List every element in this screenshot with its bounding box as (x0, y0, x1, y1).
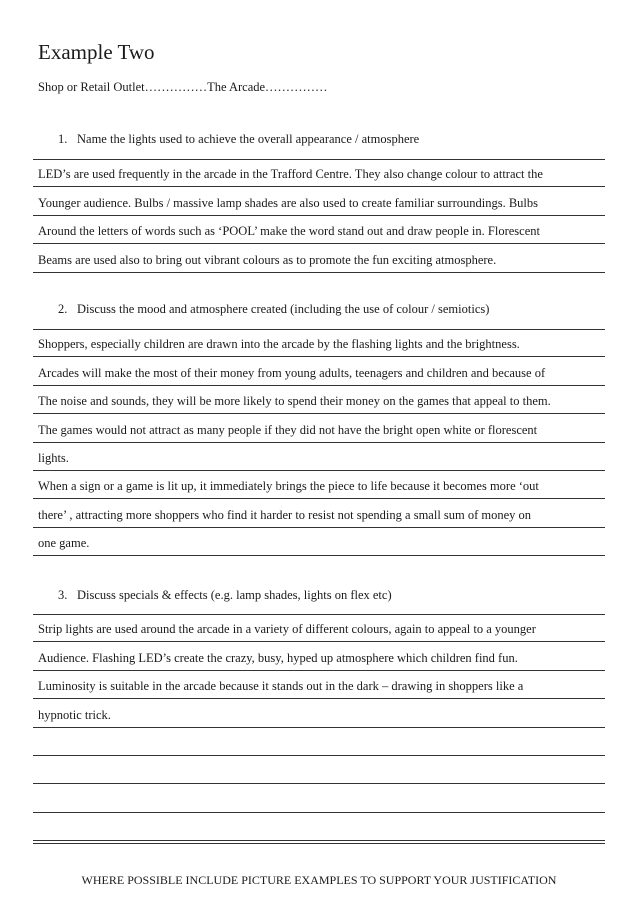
answer-line-text: The noise and sounds, they will be more likely to spend their money on the games that appeal to them. (38, 394, 551, 409)
answer-line-text: hypnotic trick. (38, 707, 111, 722)
answer-line (33, 357, 605, 385)
page-title: Example Two (38, 40, 155, 64)
answer-line-text: Beams are used also to bring out vibrant colours as to promote the fun exciting atmosphere. (38, 252, 497, 267)
answer-line (33, 756, 605, 784)
answer-line-text: Shoppers, especially children are drawn into the arcade by the flashing lights and the brightness. (38, 337, 520, 352)
question-1-text: Name the lights used to achieve the overall appearance / atmosphere (77, 132, 420, 146)
answer-line (33, 244, 605, 272)
answer-line (33, 386, 605, 414)
question-3-heading (58, 587, 392, 603)
answer-line-text: there’ , attracting more shoppers who find it harder to resist not spending a small sum of money on (38, 507, 532, 522)
question-1-heading (58, 131, 419, 147)
answer-line (33, 642, 605, 670)
answer-line (33, 813, 605, 841)
answer-line-text: Arcades will make the most of their money from young adults, teenagers and children and because of (38, 365, 546, 380)
answer-line (33, 471, 605, 499)
answer-line-text: Around the letters of words such as ‘POOL’ make the word stand out and draw people in. Florescent (38, 224, 540, 239)
answer-line (33, 841, 605, 844)
question-3-number: 3. (58, 588, 68, 602)
answer-line-text: lights. (38, 450, 69, 465)
answer-line-text: The games would not attract as many people if they did not have the bright open white or florescent (38, 422, 538, 437)
question-3-text: Discuss specials & effects (e.g. lamp shades, lights on flex etc) (77, 588, 392, 602)
question-2-heading (58, 301, 489, 317)
answer-line (33, 614, 605, 642)
answer-line (33, 671, 605, 699)
answer-line-text: Audience. Flashing LED’s create the crazy, busy, hyped up atmosphere which children find fun. (38, 650, 518, 665)
footer-instruction: WHERE POSSIBLE INCLUDE PICTURE EXAMPLES TO SUPPORT YOUR JUSTIFICATION (81, 873, 557, 887)
answer-line (33, 159, 605, 187)
answer-line-text: LED’s are used frequently in the arcade in the Trafford Centre. They also change colour to attract the (38, 167, 543, 182)
answer-line (33, 414, 605, 442)
answer-line-text: one game. (38, 536, 90, 551)
answer-line-text: Strip lights are used around the arcade in a variety of different colours, again to appeal to a younger (38, 622, 536, 637)
answer-line-text: When a sign or a game is lit up, it immediately brings the piece to life because it becomes more ‘out (38, 479, 539, 494)
answer-line (33, 528, 605, 556)
answer-line (33, 784, 605, 812)
answer-line (33, 216, 605, 244)
answer-line (33, 699, 605, 727)
question-2-text: Discuss the mood and atmosphere created (including the use of colour / semiotics) (77, 302, 490, 316)
answer-line (33, 499, 605, 527)
answer-line (33, 443, 605, 471)
answer-line (33, 728, 605, 756)
answer-line-text: Luminosity is suitable in the arcade because it stands out in the dark – drawing in shoppers like a (38, 679, 524, 694)
answer-line (33, 187, 605, 215)
question-2-number: 2. (58, 302, 68, 316)
answer-line (33, 329, 605, 357)
answer-line-text: Younger audience. Bulbs / massive lamp shades are also used to create familiar surroundings. Bulbs (38, 195, 539, 210)
shop-outlet-line: Shop or Retail Outlet……………The Arcade…………… (38, 80, 328, 94)
question-1-number: 1. (58, 132, 68, 146)
